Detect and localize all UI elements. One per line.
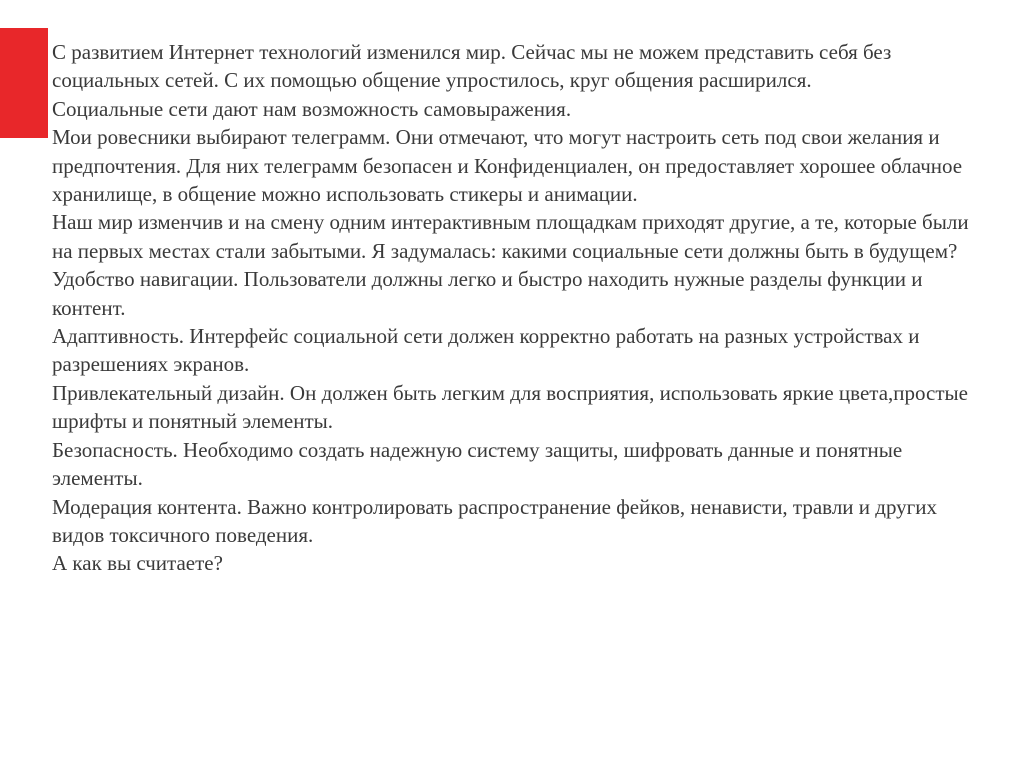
paragraph-intro: С развитием Интернет технологий изменился мир. Сейчас мы не можем представить себя без социальных сетей. С их помощью общение упростилось, круг общения расширился.	[52, 40, 892, 93]
paragraph-adaptivity: Адаптивность. Интерфейс социальной сети должен корректно работать на разных устройствах и разрешениях экранов.	[52, 324, 920, 377]
paragraph-navigation: Удобство навигации. Пользователи должны легко и быстро находить нужные разделы функции и контент.	[52, 267, 923, 320]
paragraph-security: Безопасность. Необходимо создать надежную систему защиты, шифровать данные и понятные элементы.	[52, 437, 903, 491]
paragraph-moderation: Модерация контента. Важно контролировать распространение фейков, ненависти, травли и других видов токсичного поведения.	[52, 494, 938, 547]
slide-text-body	[52, 38, 992, 578]
paragraph-design: Привлекательный дизайн. Он должен быть легким для восприятия, использовать яркие цвета,простые шрифты и понятный элементы.	[52, 380, 968, 434]
red-accent-bar	[0, 28, 48, 138]
paragraph-future-question: Наш мир изменчив и на смену одним интерактивным площадкам приходят другие, а те, которые были на первых местах стали забытыми. Я задумалась: какими социальные сети должны быть в будущем?	[52, 210, 969, 263]
paragraph-telegram: Мои ровесники выбирают телеграмм. Они отмечают, что могут настроить сеть под свои желания и предпочтения. Для них телеграмм безопасен и Конфиденциален, он предоставляет хорошее облачное хранилище, в общение можно использовать стикеры и анимации.	[52, 125, 963, 207]
paragraph-closing-question: А как вы считаете?	[52, 551, 223, 576]
paragraph-self-expression: Социальные сети дают нам возможность самовыражения.	[52, 96, 572, 121]
